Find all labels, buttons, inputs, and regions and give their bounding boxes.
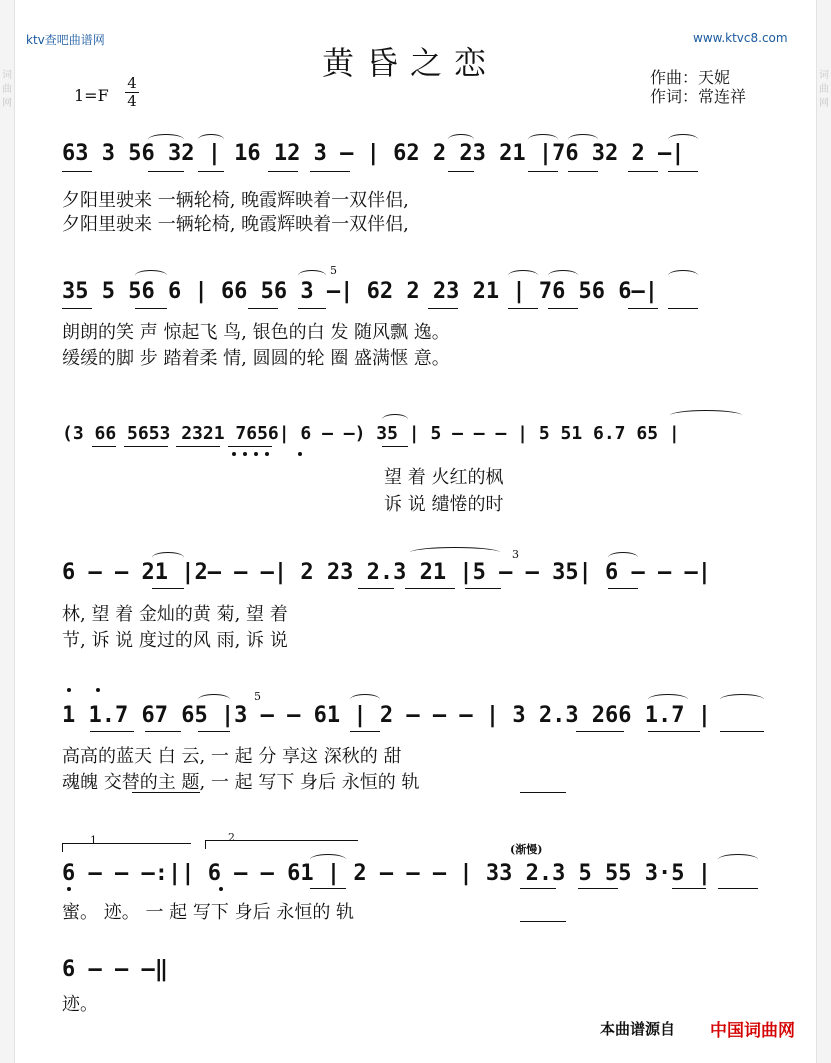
slur-mark <box>668 270 698 281</box>
notation-line-2: 35 5 56 6 | 66 56 3 —| 62 2 23 21 | 76 56 6—| <box>62 279 659 304</box>
beam-underline <box>578 888 618 889</box>
beam-underline <box>718 888 758 889</box>
beam-underline <box>720 731 764 732</box>
beam-underline <box>568 171 598 172</box>
lyric-line-1: 蜜。 迹。 一 起 写下 身后 永恒的 轨 <box>62 902 355 923</box>
watermark-glyph: 网 <box>2 98 12 109</box>
notation-line-6: 6 — — —:|| 6 — — 61 | 2 — — — | 33 2.3 5 55 3·5 | <box>62 861 712 886</box>
notation-line-1: 63 3 56 32 | 16 12 3 — | 62 2 23 21 |76 32 2 —| <box>62 141 685 166</box>
watermark-glyph: 词 <box>2 70 12 81</box>
low-octave-dot <box>243 452 247 456</box>
beam-underline <box>672 888 706 889</box>
key-signature: 1=F <box>74 86 109 105</box>
slur-mark <box>718 854 758 865</box>
volta-bracket-1 <box>62 843 191 852</box>
low-octave-dot <box>219 887 223 891</box>
lyric-underline <box>132 792 200 793</box>
notation-line-4: 6 — — 21 |2— — —| 2 23 2.3 21 |5 — — 35| 6 — — —| <box>62 560 712 585</box>
lyric-underline <box>520 921 566 922</box>
watermark-glyph: 曲 <box>819 84 829 95</box>
beam-underline <box>135 308 167 309</box>
grace-note: 5 <box>330 264 337 277</box>
lyric-line-1: 高高的蓝天 白 云, 一 起 分 享这 深秋的 甜 <box>62 746 402 767</box>
lyric-line-1: 林, 望 着 金灿的黄 菊, 望 着 <box>62 604 288 625</box>
site-link-left[interactable]: ktv查吧曲谱网 <box>26 33 105 47</box>
beam-underline <box>124 446 168 447</box>
slur-mark <box>720 694 764 705</box>
beam-underline <box>576 731 624 732</box>
notation-line-7: 6 — — —‖ <box>62 957 168 982</box>
beam-underline <box>62 171 92 172</box>
volta-number-1: 1 <box>90 834 97 847</box>
source-label: 本曲谱源自 <box>600 1020 676 1038</box>
beam-underline <box>608 588 638 589</box>
beam-underline <box>148 171 184 172</box>
beam-underline <box>628 171 658 172</box>
source-site-link[interactable]: 中国词曲网 <box>710 1021 795 1041</box>
beam-underline <box>668 171 698 172</box>
lyric-line-1: 朗朗的笑 声 惊起飞 鸟, 银色的白 发 随风飘 逸。 <box>62 322 450 343</box>
lyric-line-2: 缓缓的脚 步 踏着柔 情, 圆圆的轮 圈 盛满惬 意。 <box>62 348 450 369</box>
site-link-right[interactable]: www.ktvc8.com <box>693 31 788 45</box>
slur-mark <box>410 547 500 558</box>
beam-underline <box>358 588 394 589</box>
beam-underline <box>198 171 224 172</box>
lyric-line-2: 魂魄 交替的主 题, 一 起 写下 身后 永恒的 轨 <box>62 772 420 793</box>
beam-underline <box>298 308 326 309</box>
lyric-line-1: 夕阳里驶来 一辆轮椅, 晚霞辉映着一双伴侣, <box>62 190 409 211</box>
watermark-glyph: 网 <box>819 98 829 109</box>
lyric-line-1: 望 着 火红的枫 <box>384 467 504 488</box>
left-margin-strip <box>0 0 15 1063</box>
beam-underline <box>628 308 658 309</box>
tempo-marking: (渐慢) <box>510 843 543 856</box>
beam-underline <box>405 588 455 589</box>
song-title: 黄昏之恋 <box>322 44 499 82</box>
slur-mark <box>670 410 742 421</box>
watermark-glyph: 曲 <box>2 84 12 95</box>
beam-underline <box>268 171 298 172</box>
beam-underline <box>428 308 458 309</box>
low-octave-dot <box>67 887 71 891</box>
low-octave-dot <box>232 452 236 456</box>
beam-underline <box>310 888 346 889</box>
time-signature-bottom: 4 <box>127 92 137 110</box>
beam-underline <box>548 308 578 309</box>
beam-underline <box>350 731 380 732</box>
lyric-line-2: 节, 诉 说 度过的风 雨, 诉 说 <box>62 630 288 651</box>
beam-underline <box>310 171 350 172</box>
beam-underline <box>448 171 474 172</box>
volta-number-2: 2 <box>228 831 235 844</box>
beam-underline <box>508 308 538 309</box>
time-signature <box>125 76 139 109</box>
beam-underline <box>152 588 184 589</box>
high-octave-dot <box>96 688 100 692</box>
lyric-line-2: 夕阳里驶来 一辆轮椅, 晚霞辉映着一双伴侣, <box>62 214 409 235</box>
beam-underline <box>465 588 501 589</box>
beam-underline <box>520 888 556 889</box>
lyric-line-1: 迹。 <box>62 994 98 1015</box>
beam-underline <box>198 731 230 732</box>
beam-underline <box>528 171 558 172</box>
beam-underline <box>176 446 220 447</box>
beam-underline <box>668 308 698 309</box>
beam-underline <box>90 731 134 732</box>
composer-credit: 作曲：天妮 <box>650 68 731 87</box>
low-octave-dot <box>298 452 302 456</box>
beam-underline <box>382 446 408 447</box>
notation-line-5: 1 1.7 67 65 |3 — — 61 | 2 — — — | 3 2.3 266 1.7 | <box>62 703 712 728</box>
grace-note: 3 <box>512 548 519 561</box>
low-octave-dot <box>254 452 258 456</box>
beam-underline <box>648 731 700 732</box>
watermark-glyph: 词 <box>819 70 829 81</box>
grace-note: 5 <box>254 690 261 703</box>
beam-underline <box>228 446 272 447</box>
lyric-line-2: 诉 说 缱惓的时 <box>384 494 504 515</box>
beam-underline <box>145 731 181 732</box>
lyricist-credit: 作词：常连祥 <box>650 87 747 106</box>
low-octave-dot <box>265 452 269 456</box>
lyric-underline <box>520 792 566 793</box>
time-signature-top: 4 <box>127 74 137 92</box>
beam-underline <box>62 308 92 309</box>
beam-underline <box>248 308 278 309</box>
notation-line-3: (3 66 5653 2321 7656| 6 — —) 35 | 5 — — — | 5 51 6.7 65 | <box>62 423 680 444</box>
beam-underline <box>92 446 116 447</box>
high-octave-dot <box>67 688 71 692</box>
right-margin-strip <box>816 0 831 1063</box>
